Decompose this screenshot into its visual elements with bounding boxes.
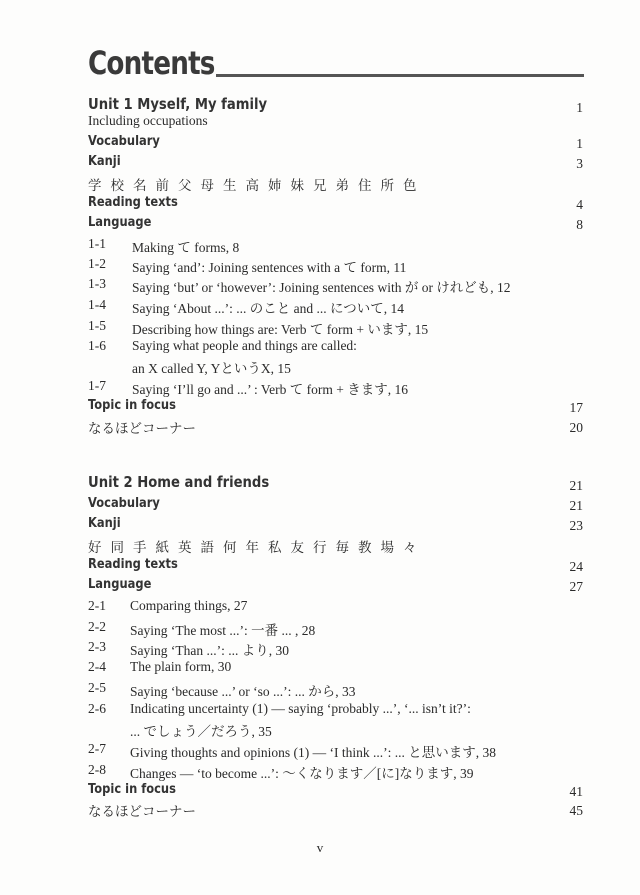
section-page: 3 [576,156,583,171]
toc-item[interactable] [0,762,640,782]
item-text: Saying what people and things are called: [132,338,357,353]
section-page: 4 [576,197,583,212]
unit-2-page: 21 [569,478,583,493]
section-label: Language [88,576,152,592]
unit-2-naruhodo[interactable] [0,800,640,820]
unit-2-kanji[interactable] [0,515,640,535]
item-code: 1-7 [88,378,106,393]
toc-item[interactable] [0,297,640,317]
item-code: 1-1 [88,236,106,251]
toc-item[interactable] [0,318,640,338]
kanji-list: 学校名前父母生高姉妹兄弟住所色 [88,178,426,194]
item-text: Saying ‘About ...’: ... のこと and ... について, 14 [132,301,404,316]
toc-item-continued[interactable] [0,357,640,377]
item-code: 1-2 [88,256,106,271]
unit-2-heading[interactable] [0,473,640,493]
item-text: Saying ‘I’ll go and ...’ : Verb て form + きます, 16 [132,382,408,397]
unit-2-title: Unit 2 Home and friends [88,473,270,491]
item-code: 2-6 [88,701,106,716]
item-code: 2-5 [88,680,106,695]
item-code: 1-6 [88,338,106,353]
section-label: Vocabulary [88,133,160,149]
item-code: 2-7 [88,741,106,756]
section-page: 17 [569,400,583,415]
unit-1-subtitle-row [0,113,640,133]
item-text: Saying ‘and’: Joining sentences with a て form, 11 [132,260,407,275]
unit-1-naruhodo[interactable] [0,417,640,437]
toc-item[interactable] [0,680,640,700]
item-code: 1-4 [88,297,106,312]
unit-1-topic[interactable] [0,397,640,417]
item-text: Making て forms, 8 [132,240,240,255]
unit-2-vocabulary[interactable] [0,495,640,515]
item-code: 2-1 [88,598,106,613]
toc-item[interactable] [0,741,640,761]
unit-1-subtitle: Including occupations [88,113,208,128]
toc-item[interactable] [0,701,640,721]
section-page: 24 [569,559,583,574]
section-label: Kanji [88,153,121,169]
item-text-continued: ... でしょう／だろう, 35 [130,724,272,739]
section-page: 27 [569,579,583,594]
page-number: v [316,840,324,855]
unit-1-language[interactable] [0,214,640,234]
item-text: Comparing things, 27 [130,598,248,613]
item-text: Saying ‘Than ...’: ... より, 30 [130,643,289,658]
section-label: Topic in focus [88,397,176,413]
item-code: 2-3 [88,639,106,654]
section-label: Topic in focus [88,781,176,797]
item-code: 1-3 [88,276,106,291]
section-page: 45 [569,803,583,818]
section-label: なるほどコーナー [88,421,196,436]
toc-item[interactable] [0,236,640,256]
item-code: 2-2 [88,619,106,634]
kanji-list: 好同手紙英語何年私友行毎教場々 [88,540,426,556]
unit-1-reading[interactable] [0,194,640,214]
section-label: Reading texts [88,556,178,572]
section-label: Vocabulary [88,495,160,511]
item-text: Giving thoughts and opinions (1) — ‘I think ...’: ... と思います, 38 [130,745,496,760]
toc-item[interactable] [0,598,640,618]
toc-item[interactable] [0,639,640,659]
unit-2-language[interactable] [0,576,640,596]
unit-1-kanji-chars-row [0,174,640,194]
section-label: なるほどコーナー [88,804,196,819]
page-title: Contents [88,44,215,82]
unit-2-topic[interactable] [0,781,640,801]
section-page: 20 [569,420,583,435]
toc-item[interactable] [0,378,640,398]
section-label: Kanji [88,515,121,531]
section-label: Reading texts [88,194,178,210]
toc-item[interactable] [0,619,640,639]
toc-item[interactable] [0,659,640,679]
section-page: 1 [576,136,583,151]
unit-1-title: Unit 1 Myself, My family [88,95,268,113]
item-code: 1-5 [88,318,106,333]
item-code: 2-4 [88,659,106,674]
item-text: Saying ‘because ...’ or ‘so ...’: ... から, 33 [130,684,356,699]
item-text: Saying ‘but’ or ‘however’: Joining sentences with が or けれども, 12 [132,280,511,295]
section-page: 41 [569,784,583,799]
item-text: Changes — ‘to become ...’: 〜くなります／[に]なります, 39 [130,766,474,781]
section-page: 8 [576,217,583,232]
item-text: Saying ‘The most ...’: 一番 ... , 28 [130,623,316,638]
toc-item[interactable] [0,256,640,276]
unit-1-kanji[interactable] [0,153,640,173]
section-page: 21 [569,498,583,513]
section-page: 23 [569,518,583,533]
unit-2-reading[interactable] [0,556,640,576]
item-code: 2-8 [88,762,106,777]
toc-item[interactable] [0,276,640,296]
toc-item[interactable] [0,338,640,358]
title-rule [216,74,584,77]
toc-item-continued[interactable] [0,720,640,740]
unit-1-page: 1 [576,100,583,115]
item-text-continued: an X called Y, YというX, 15 [132,361,291,376]
unit-2-kanji-chars-row [0,536,640,556]
item-text: Describing how things are: Verb て form + います, 15 [132,322,429,337]
unit-1-heading[interactable] [0,95,640,115]
item-text: The plain form, 30 [130,659,232,674]
unit-1-vocabulary[interactable] [0,133,640,153]
item-text: Indicating uncertainty (1) — saying ‘probably ...’, ‘... isn’t it?’: [130,701,471,716]
section-label: Language [88,214,152,230]
